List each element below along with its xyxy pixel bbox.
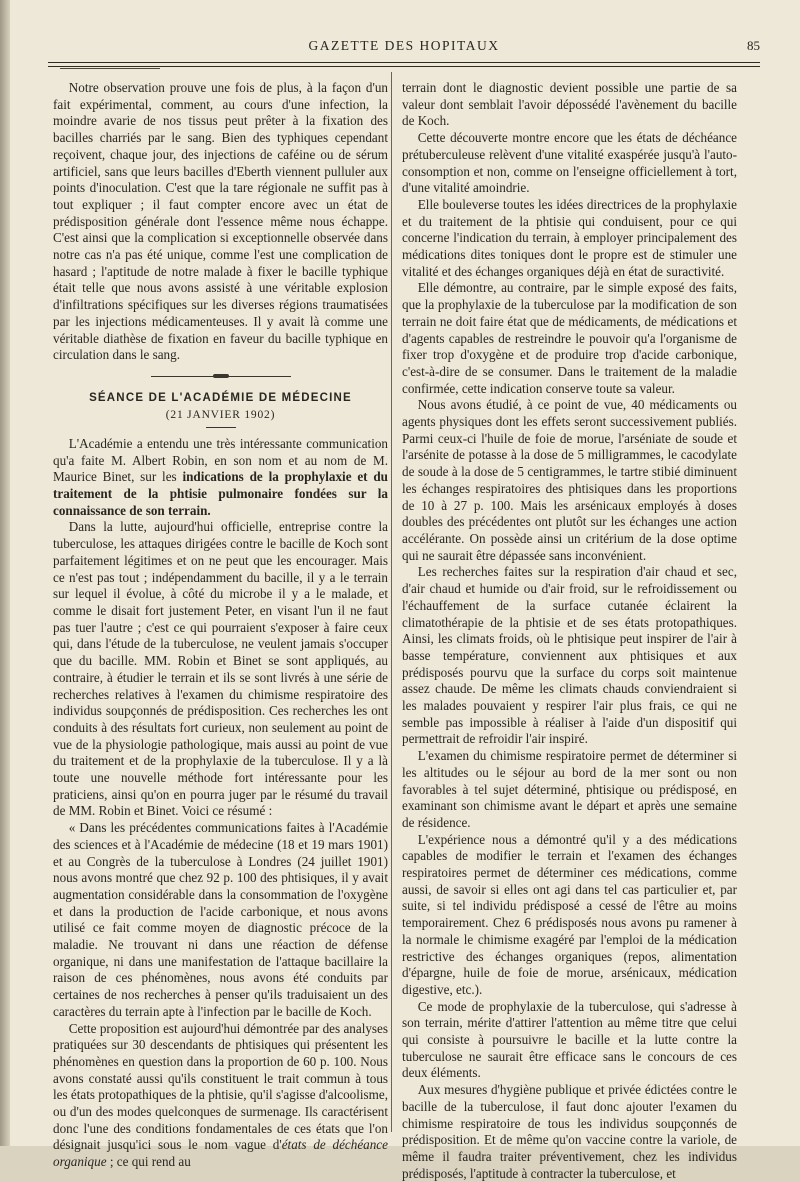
paragraph: L'examen du chimisme respiratoire permet de déterminer si les altitudes ou le séjour au bord de la mer sont ou non favorables à tel sujet déterminé, phtisique ou prédisposé, en examinant son chimisme avant le départ et après une semaine de résidence. bbox=[402, 748, 737, 830]
page-header bbox=[48, 38, 760, 58]
paragraph: Dans la lutte, aujourd'hui officielle, entreprise contre la tuberculose, les attaques dirigées contre le bacille de Koch sont parfaitement légitimes et on ne peut que les encourager. Mais ce n'est pas tout ; indépendamment du bacille, il y a le terrain sur lequel il évolue, à côté du microbe il y a le malade, et comme le disait fort justement Peter, en visant l'un il ne faut pas tuer l'autre ; c'est ce qui pourraient s'exposer à faire ceux qui, dans l'étude de la tuberculose, ne veulent jamais s'occuper que du bacille. MM. Robin et Binet se sont appliqués, au contraire, à étudier le terrain et ils se sont livrés à une série de recherches relatives à l'examen du chimisme respiratoire des individus soupçonnés de prédisposition. Ces recherches les ont conduits à des résultats fort curieux, non seulement au point de vue de la physiologie pathologique, mais aussi au point de vue du traitement et de la prophylaxie de la tuberculose. Il y a là toute une nouvelle méthode fort intéressante pour les praticiens, ainsi qu'on en pourra juger par le résumé du travail de MM. Robin et Binet. Voici ce résumé : bbox=[53, 519, 388, 819]
header-deco-rule bbox=[60, 68, 160, 69]
italic-text: états de déchéance organique bbox=[53, 1137, 388, 1170]
section-date: (21 JANVIER 1902) bbox=[165, 408, 276, 421]
paragraph: « Dans les précédentes communications faites à l'Académie des sciences et à l'Académie de médecine (18 et 19 mars 1901) et au Congrès de la tuberculose à Londres (24 juillet 1901) nous avons montré que chez 92 p. 100 des phtisiques, il y avait augmentation considérable dans la consommation de l'oxygène et dans la production de l'acide carbonique, et nous avons utilisé ce fait comme moyen de diagnostic précoce de la maladie. Ne trouvant ni dans une réaction de défense organique, ni dans une manifestation de l'attaque bacillaire la raison de ces phénomènes, nous avons été conduits par certaines de nos recherches à penser qu'ils traduisaient un des caractères du terrain apte à l'infection par le bacille de Koch. bbox=[53, 820, 388, 1019]
paragraph: Notre observation prouve une fois de plus, à la façon d'un fait expérimental, comment, au cours d'une infection, la moindre avarie de nos tissus peut prêter à la fixation des bacilles charriés par le sang. Bien des typhiques cependant reçoivent, chaque jour, des injections de caféine ou de sérum artificiel, sans que leurs bacilles d'Eberth viennent pulluler aux points d'inoculation. C'est que la tare régionale ne suffit pas à tout expliquer ; il faut compter encore avec un état de prédisposition générale dont l'essence même nous échappe. C'est ainsi que la complication si exceptionnelle observée dans notre cas n'a pas été unique, comme l'est une complication de hasard ; l'aptitude de notre malade à fixer le bacille typhique était telle que nous avons assisté à une véritable explosion d'infiltrations spécifiques sur les diverses régions traumatisées par les injections médicamenteuses. Il y avait là comme une véritable diathèse de fixation en faveur du bacille typhique en circulation dans le sang. bbox=[53, 80, 388, 363]
page-number: 85 bbox=[747, 38, 760, 53]
paragraph-text: Cette proposition est aujourd'hui démontrée par des analyses pratiquées sur 30 descendants de phtisiques qui présentent les phénomènes en question dans la proportion de 60 p. 100. Nous avons constaté aussi qu'ils constituent le trait commun à tous les états protopathiques de la phtisie, qu'il s'agisse d'alcoolisme, ou d'un des modes quelconques de surmenage. Ils caractérisent donc l'une des conditions fondamentales de ces états que l'on désignait jusqu'ici sous le nom vague d' bbox=[53, 1020, 388, 1153]
paragraph: Nous avons étudié, à ce point de vue, 40 médicaments ou agents physiques dont les effets seront successivement publiés. Parmi ceux-ci l'huile de foie de morue, l'arséniate de soude et l'arsénite de potasse à la dose de 5 milligrammes, le cacodylate de soude à la dose de 5 centigrammes, le tartre stibié diminuent les échanges respiratoires des phtisiques dans les proportions de 10 à 27 p. 100. Mais les arsénicaux employés à doses doubles des précédentes ont plutôt sur les échanges une action accélérante. On possède ainsi un critérium de la dose optime qui ne saurait être dépassée sans inconvénient. bbox=[402, 397, 737, 563]
paragraph: Elle démontre, au contraire, par le simple exposé des faits, que la prophylaxie de la tuberculose par la modification de son terrain ne doit faire état que de médicaments, de médications et d'agents capables de restreindre le pouvoir qu'a l'organisme de fixer trop d'oxygène et de produire trop d'acide carbonique, c'est-à-dire de se consumer. Dans le traitement de la maladie confirmée, cette indication conserve toute sa valeur. bbox=[402, 280, 737, 396]
paragraph: terrain dont le diagnostic devient possible une partie de sa valeur dont semblait l'avoir dépossédé l'avènement du bacille de Koch. bbox=[402, 80, 737, 129]
paragraph bbox=[53, 1021, 388, 1171]
paragraph: Ce mode de prophylaxie de la tuberculose, qui s'adresse à son terrain, mérite d'attirer l'attention au même titre que celui qui consiste à poursuivre le bacille et la lutte contre la tuberculose ne saurait être efficace sans le concours de ces deux éléments. bbox=[402, 998, 737, 1081]
section-title: SÉANCE DE L'ACADÉMIE DE MÉDECINE bbox=[89, 391, 352, 404]
paragraph: Elle bouleverse toutes les idées directrices de la prophylaxie et du traitement de la phtisie qui conduisent, pour ce qui concerne l'indication du terrain, à employer principalement des médications dites toniques dont le propre est de stimuler une vitalité et des échanges organiques déjà en état de suractivité. bbox=[402, 196, 737, 279]
section-rule bbox=[206, 427, 236, 428]
paragraph: Les recherches faites sur la respiration d'air chaud et sec, d'air chaud et humide ou d'air froid, sur le refroidissement ou l'échauffement de la surface cutanée éclairent la climatothérapie de la phtisie et de ses états protopathiques. Ainsi, les climats froids, où le phtisique peut inspirer de l'air à basse température, conviennent aux phtisiques et aux prédisposés pourvu que la surface du corps soit maintenue assez chaude. De même les climats chauds conviendraient si les malades pouvaient y respirer l'air plus frais, ce qui ne semble pas impossible à réaliser à l'aide d'un dispositif qui permettrait de refroidir l'air inspiré. bbox=[402, 564, 737, 747]
header-double-rule bbox=[48, 62, 760, 67]
paragraph-text: ; ce qui rend au bbox=[106, 1154, 191, 1170]
paragraph-text: L'Académie a entendu une très intéressante communication qu'a faite M. Albert Robin, en son nom et au nom de M. Maurice Binet, sur les bbox=[53, 435, 388, 485]
paragraph: L'expérience nous a démontré qu'il y a des médications capables de modifier le terrain et l'examen des échanges respiratoires permet de déterminer ces médications, comme aussi, de savoir si elles ont agi dans tel cas particulier et, par suite, si tel individu prédisposé a cessé de l'être au moins temporairement. Chez 6 prédisposés nous avons pu ramener à la normale le chimisme exagéré par l'emploi de la médication restrictive des échanges organiques (repos, alimentation d'épargne, huile de foie de morue, arsénicaux, médication digestive, etc.). bbox=[402, 831, 737, 997]
paragraph: Cette découverte montre encore que les états de déchéance prétuberculeuse relèvent d'une vitalité exaspérée jusqu'à l'auto-consomption et non, comme on l'enseigne officiellement à tort, d'une vitalité amoindrie. bbox=[402, 130, 737, 196]
left-column bbox=[53, 80, 388, 1171]
bold-text: indications de la prophylaxie et du traitement de la phtisie pulmonaire fondées sur la connaissance de son terrain. bbox=[53, 469, 388, 518]
column-divider bbox=[391, 72, 392, 1132]
journal-title: GAZETTE DES HOPITAUX bbox=[308, 38, 500, 53]
paragraph bbox=[53, 436, 388, 520]
right-column bbox=[402, 80, 737, 1182]
page-binding-shadow bbox=[0, 0, 10, 1146]
section-ornament bbox=[53, 364, 388, 390]
paragraph: Aux mesures d'hygiène publique et privée édictées contre le bacille de la tuberculose, il faut donc ajouter l'examen du chimisme respiratoire de tous les individus soupçonnés de prédisposition. Et de même qu'on vaccine contre la variole, de même il faudra traiter préventivement, chez les individus prédisposés, l'aptitude à contracter la tuberculose, et bbox=[402, 1082, 737, 1181]
